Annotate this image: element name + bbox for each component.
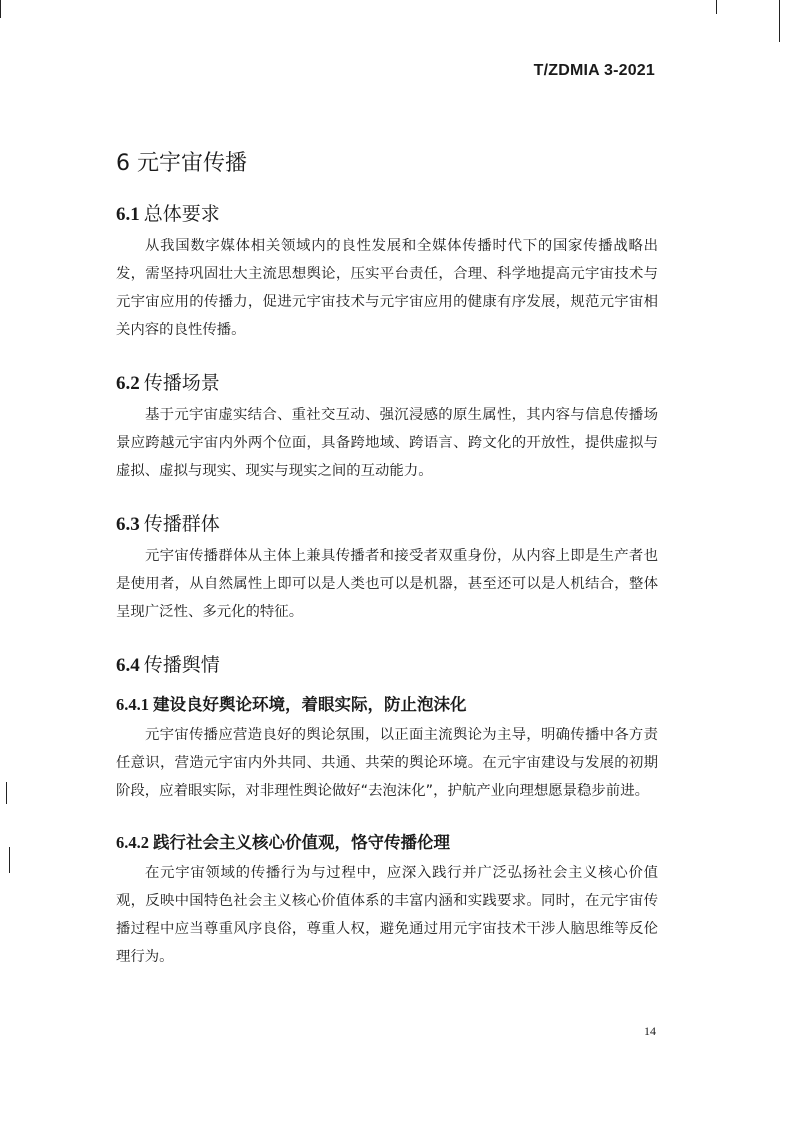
subsection-heading-6-4-2 xyxy=(116,829,658,853)
section-number: 6.3 xyxy=(116,514,140,535)
subsection-number: 6.4.1 xyxy=(116,695,149,714)
chapter-title: 6 元宇宙传播 xyxy=(116,151,247,176)
section-title: 传播群体 xyxy=(143,513,220,535)
section-title: 总体要求 xyxy=(143,203,220,225)
section-heading-6-4 xyxy=(116,650,658,677)
section-paragraph-6-3: 元宇宙传播群体从主体上兼具传播者和接受者双重身份，从内容上即是生产者也是使用者，从自然属性上即可以是人类也可以是机器，甚至还可以是人机结合，整体呈现广泛性、多元化的特征。 xyxy=(116,548,658,620)
section-heading-6-3 xyxy=(116,509,658,536)
subsection-title: 践行社会主义核心价值观，恪守传播伦理 xyxy=(153,833,450,852)
scan-edge-mark-left-1 xyxy=(6,782,7,804)
section-paragraph-6-1: 从我国数字媒体相关领域内的良性发展和全媒体传播时代下的国家传播战略出发，需坚持巩固壮大主流思想舆论，压实平台责任，合理、科学地提高元宇宙技术与元宇宙应用的传播力，促进元宇宙技术与元宇宙应用的健康有序发展，规范元宇宙相关内容的良性传播。 xyxy=(116,238,658,338)
section-paragraph-6-2: 基于元宇宙虚实结合、重社交互动、强沉浸感的原生属性，其内容与信息传播场景应跨越元宇宙内外两个位面，具备跨地域、跨语言、跨文化的开放性，提供虚拟与虚拟、虚拟与现实、现实与现实之间的互动能力。 xyxy=(116,407,658,479)
document-body xyxy=(116,146,658,995)
subsection-paragraph-6-4-2: 在元宇宙领域的传播行为与过程中，应深入践行并广泛弘扬社会主义核心价值观，反映中国特色社会主义核心价值体系的丰富内涵和实践要求。同时，在元宇宙传播过程中应当尊重风序良俗，尊重人权，避免通过用元宇宙技术干涉人脑思维等反伦理行为。 xyxy=(116,865,658,965)
scan-edge-mark-top-left xyxy=(0,0,1,18)
document-code: T/ZDMIA 3-2021 xyxy=(533,62,655,79)
subsection-title: 建设良好舆论环境，着眼实际，防止泡沫化 xyxy=(153,695,467,714)
section-title: 传播舆情 xyxy=(143,654,220,676)
scan-edge-mark-right xyxy=(779,0,780,42)
subsection-heading-6-4-1 xyxy=(116,691,658,715)
scan-edge-mark-top-right xyxy=(716,0,717,14)
section-heading-6-1 xyxy=(116,199,658,226)
section-title: 传播场景 xyxy=(143,372,220,394)
section-heading-6-2 xyxy=(116,368,658,395)
section-number: 6.1 xyxy=(116,204,140,225)
scan-edge-mark-left-2 xyxy=(9,847,10,873)
section-number: 6.2 xyxy=(116,373,140,394)
subsection-paragraph-6-4-1: 元宇宙传播应营造良好的舆论氛围，以正面主流舆论为主导，明确传播中各方责任意识，营造元宇宙内外共同、共通、共荣的舆论环境。在元宇宙建设与发展的初期阶段，应着眼实际，对非理性舆论做好“去泡沫化”，护航产业向理想愿景稳步前进。 xyxy=(116,727,658,799)
subsection-number: 6.4.2 xyxy=(116,833,149,852)
page-number: 14 xyxy=(644,1024,656,1038)
section-number: 6.4 xyxy=(116,655,140,676)
